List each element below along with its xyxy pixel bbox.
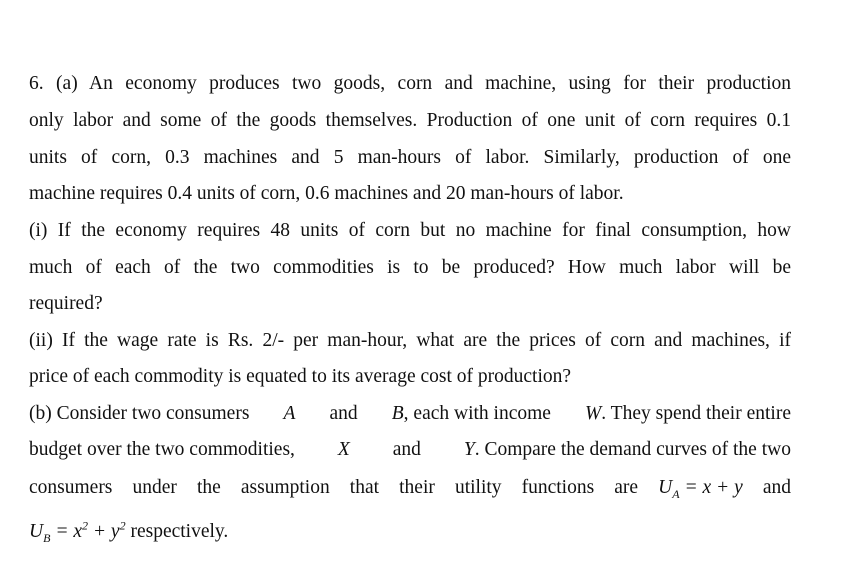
part-b-text: , each with income xyxy=(403,403,551,424)
part-a-line-2: only labor and some of the goods themselves. Production of one unit of corn requires 0.1 xyxy=(29,110,791,131)
variable-x: X xyxy=(337,439,350,460)
part-i-line-3: required? xyxy=(29,293,103,314)
word: utility xyxy=(454,477,502,498)
conjunction: and xyxy=(762,477,791,498)
part-b-line-2 xyxy=(29,437,791,463)
part-a-line-4: machine requires 0.4 units of corn, 0.6 machines and 20 man-hours of labor. xyxy=(29,183,624,204)
conjunction: and xyxy=(392,439,421,460)
part-b-line-1 xyxy=(29,401,791,427)
part-b-text: . They spend their entire xyxy=(601,403,791,424)
word: are xyxy=(614,477,639,498)
part-i-line-1: (i) If the economy requires 48 units of corn but no machine for final consumption, how xyxy=(29,220,791,241)
part-a-line-1: 6. (a) An economy produces two goods, corn and machine, using for their production xyxy=(29,73,791,94)
word: that xyxy=(349,477,380,498)
part-ii-line-2: price of each commodity is equated to its average cost of production? xyxy=(29,366,572,387)
utility-function-a: $U_A = x + y$ xyxy=(658,477,743,501)
part-i-line-2: much of each of the two commodities is to be produced? How much labor will be xyxy=(29,257,791,278)
word: their xyxy=(399,477,435,498)
variable-a: A xyxy=(283,403,296,424)
part-a-line-3: units of corn, 0.3 machines and 5 man-hours of labor. Similarly, production of one xyxy=(29,147,791,168)
word: functions xyxy=(521,477,595,498)
variable-b: B xyxy=(391,403,404,424)
part-b-text: budget over the two commodities, xyxy=(29,439,295,460)
part-b-line-3 xyxy=(29,475,791,501)
variable-y: Y xyxy=(463,439,475,460)
utility-function-b: $U_B = x^2 + y^2$ xyxy=(29,518,126,545)
part-b-text: . Compare the demand curves of the two xyxy=(474,439,791,460)
part-ii-line-1: (ii) If the wage rate is Rs. 2/- per man-hour, what are the prices of corn and machines, if xyxy=(29,330,791,351)
word: under xyxy=(132,477,177,498)
word: assumption xyxy=(240,477,330,498)
part-b-line-4 xyxy=(29,519,791,545)
part-b-text: respectively. xyxy=(125,521,229,542)
word: consumers xyxy=(29,477,113,498)
part-b-text: (b) Consider two consumers xyxy=(29,403,250,424)
conjunction: and xyxy=(329,403,358,424)
variable-w: W xyxy=(585,403,602,424)
word: the xyxy=(196,477,221,498)
